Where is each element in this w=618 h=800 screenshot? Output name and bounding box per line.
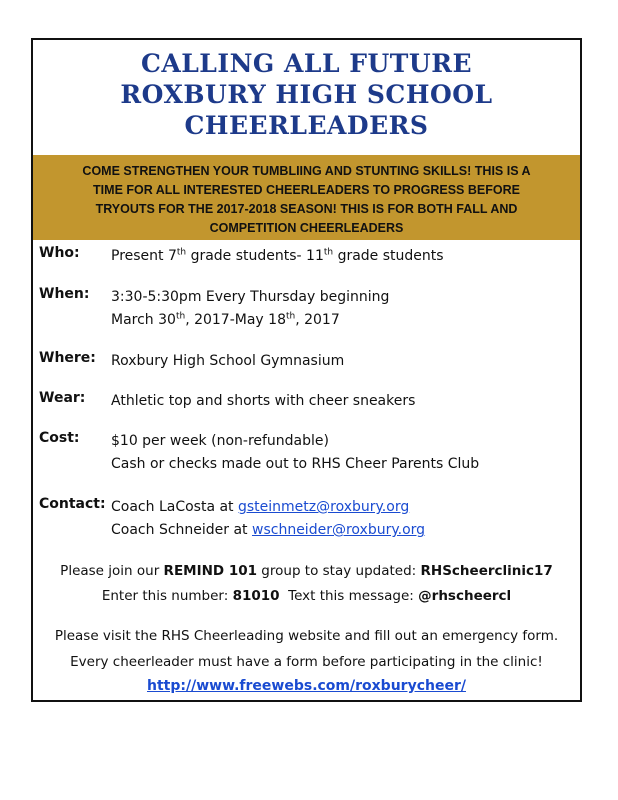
where-label: Where: — [39, 350, 96, 366]
website-url-row — [33, 678, 580, 694]
wear-value: Athletic top and shorts with cheer sneakers — [111, 393, 416, 409]
website-link[interactable]: http://www.freewebs.com/roxburycheer/ — [147, 678, 466, 694]
contact-coach-1: Coach LaCosta at gsteinmetz@roxbury.org — [111, 499, 410, 515]
email-link-wschneider[interactable]: wschneider@roxbury.org — [252, 522, 426, 538]
cost-line-2: Cash or checks made out to RHS Cheer Parents Club — [111, 456, 480, 472]
email-link-gsteinmetz[interactable]: gsteinmetz@roxbury.org — [238, 499, 410, 515]
when-line-1: 3:30-5:30pm Every Thursday beginning — [111, 289, 390, 305]
who-label: Who: — [39, 245, 80, 261]
who-value: Present 7th grade students- 11th grade students — [111, 247, 444, 264]
title-line-2: ROXBURY HIGH SCHOOL — [120, 80, 493, 109]
cost-value — [111, 430, 479, 476]
when-label: When: — [39, 286, 90, 302]
announcement-banner — [33, 155, 580, 240]
contact-coach-2: Coach Schneider at wschneider@roxbury.org — [111, 522, 426, 538]
banner-line-4: COMPETITION CHEERLEADERS — [209, 221, 404, 235]
cost-line-1: $10 per week (non-refundable) — [111, 433, 329, 449]
cost-label: Cost: — [39, 430, 80, 446]
banner-line-3: TRYOUTS FOR THE 2017-2018 SEASON! THIS IS FOR BOTH FALL AND — [95, 202, 518, 216]
banner-line-1: COME STRENGTHEN YOUR TUMBLIING AND STUNTING SKILLS! THIS IS A — [82, 164, 531, 178]
remind-line-2: Enter this number: 81010 Text this message: @rhscheercl — [101, 588, 512, 604]
website-line-2: Every cheerleader must have a form before participating in the clinic! — [70, 654, 543, 670]
contact-label: Contact: — [39, 496, 106, 512]
flyer — [31, 38, 582, 702]
title-line-1: CALLING ALL FUTURE — [140, 49, 473, 78]
when-value — [111, 286, 389, 332]
banner-line-2: TIME FOR ALL INTERESTED CHEERLEADERS TO PROGRESS BEFORE — [93, 183, 520, 197]
remind-line-1: Please join our REMIND 101 group to stay updated: RHScheerclinic17 — [60, 563, 553, 579]
when-line-2: March 30th, 2017-May 18th, 2017 — [111, 311, 340, 328]
title-line-3: CHEERLEADERS — [184, 111, 429, 140]
flyer-title — [33, 48, 580, 141]
contact-value — [111, 496, 425, 542]
website-line-1: Please visit the RHS Cheerleading website and fill out an emergency form. — [54, 628, 559, 644]
where-value: Roxbury High School Gymnasium — [111, 353, 345, 369]
wear-label: Wear: — [39, 390, 86, 406]
